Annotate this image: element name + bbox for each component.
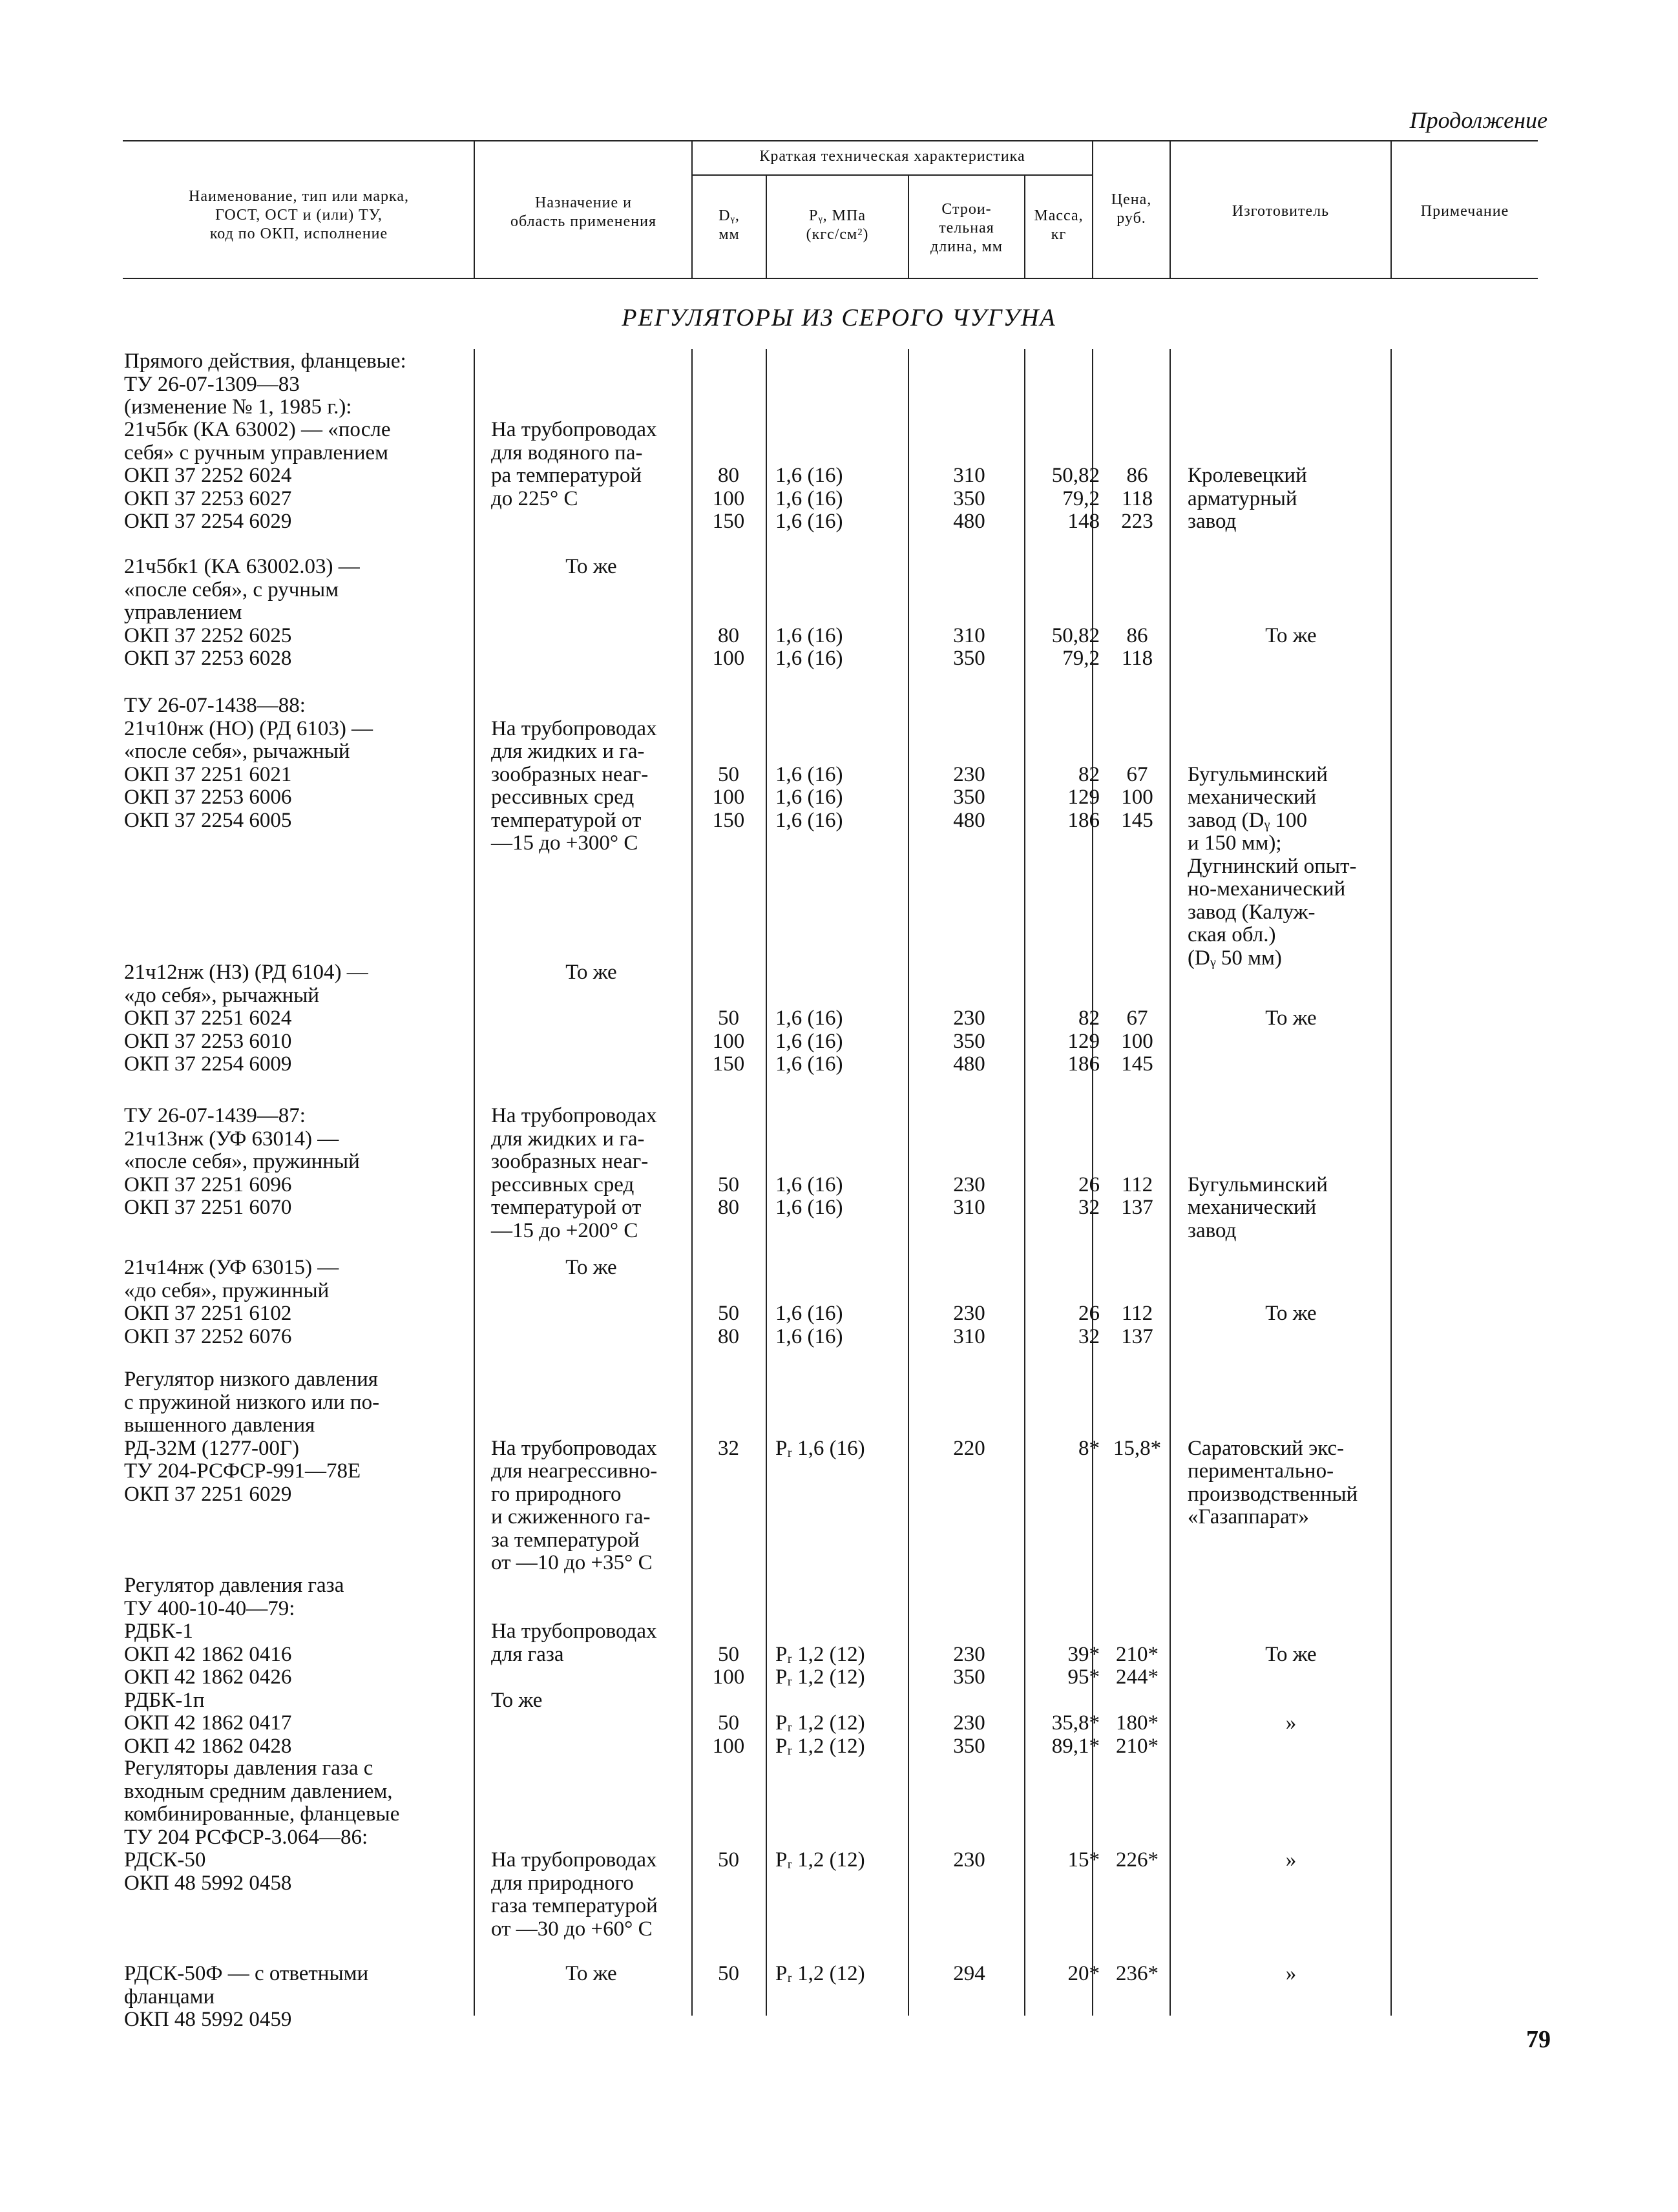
row-price: 67 100 145 bbox=[1121, 762, 1153, 832]
row-name: Регуляторы давления газа с входным средним давлением, комбинированные, фланцевые ТУ 204 РСФСР-3.064—86: РДСК-50 ОКП 48 5992 0458 bbox=[124, 1757, 400, 1895]
row-name: Регулятор давления газа ТУ 400-10-40—79: РДБК-1 ОКП 42 1862 0416 ОКП 42 1862 0426 РДБК-1п ОКП 42 1862 0417 ОКП 42 1862 0428 bbox=[124, 1574, 344, 1758]
header-brief: Краткая техническая характеристика bbox=[759, 148, 1025, 165]
row-purpose: На трубопроводах для жидких и га- зообразных неаг- рессивных сред температурой от —15 до +200° С bbox=[491, 1104, 657, 1242]
row-length: 310 350 480 bbox=[953, 464, 985, 533]
row-maker: То же bbox=[1265, 1302, 1317, 1325]
row-py: 1,6 (16) 1,6 (16) bbox=[775, 623, 843, 670]
row-maker: Саратовский экс- периментально- производственный «Газаппарат» bbox=[1188, 1436, 1358, 1529]
continuation-label: Продолжение bbox=[1409, 107, 1547, 133]
header-top-rule bbox=[123, 140, 1538, 141]
row-py: Pᵣ 1,2 (12) bbox=[775, 1962, 865, 1985]
row-purpose: На трубопроводах для неагрессивно- го природного и сжиженного га- за температурой от —10 до +35° С bbox=[491, 1436, 658, 1574]
header-note: Примечание bbox=[1420, 203, 1509, 220]
row-length: 230 310 bbox=[953, 1302, 985, 1348]
row-price: 226* bbox=[1116, 1848, 1159, 1872]
row-name: ТУ 26-07-1438—88: 21ч10нж (НО) (РД 6103) — «после себя», рычажный ОКП 37 2251 6021 ОКП 37 2253 6006 ОКП 37 2254 6005 bbox=[124, 694, 373, 832]
row-price: 86 118 bbox=[1121, 623, 1153, 670]
row-dy: 80 100 bbox=[712, 623, 745, 670]
body-divider-3 bbox=[766, 349, 767, 2016]
row-price: 236* bbox=[1116, 1962, 1159, 1985]
table-row bbox=[0, 1757, 1678, 1941]
row-dy: 50 80 bbox=[718, 1173, 739, 1219]
row-length: 230 350 480 bbox=[953, 1007, 985, 1076]
header-purpose: Назначение и область применения bbox=[510, 194, 657, 230]
row-mass: 15* bbox=[1067, 1848, 1100, 1872]
row-mass: 8* bbox=[1078, 1436, 1100, 1460]
body-divider-4 bbox=[908, 349, 909, 2016]
row-price: 112 137 bbox=[1121, 1173, 1153, 1219]
row-purpose: То же bbox=[565, 1256, 617, 1279]
row-price: 112 137 bbox=[1121, 1302, 1153, 1348]
row-py: 1,6 (16) 1,6 (16) 1,6 (16) bbox=[775, 464, 843, 533]
row-price: 210* 244* 180* 210* bbox=[1116, 1642, 1159, 1758]
row-maker: » bbox=[1285, 1962, 1297, 1985]
row-mass: 50,82 79,2 148 bbox=[1051, 464, 1100, 533]
body-divider-7 bbox=[1169, 349, 1171, 2016]
table-row bbox=[0, 350, 1678, 419]
row-name: Регулятор низкого давления с пружиной низкого или по- вышенного давления РД-32М (1277-00Г) ТУ 204-РСФСР-991—78Е ОКП 37 2251 6029 bbox=[124, 1368, 380, 1506]
row-name: 21ч14нж (УФ 63015) — «до себя», пружинный ОКП 37 2251 6102 ОКП 37 2252 6076 bbox=[124, 1256, 339, 1348]
row-dy: 32 bbox=[718, 1436, 739, 1460]
row-price: 15,8* bbox=[1113, 1436, 1162, 1460]
row-name: Прямого действия, фланцевые: ТУ 26-07-1309—83 (изменение № 1, 1985 г.): bbox=[124, 350, 406, 419]
row-maker: То же bbox=[1265, 623, 1317, 647]
row-maker: Бугульминский механический завод (Dᵧ 100 и 150 мм); Дугнинский опыт- но-механический завод (Калуж- ская обл.) (Dᵧ 50 мм) bbox=[1188, 762, 1357, 970]
row-price: 86 118 223 bbox=[1121, 464, 1153, 533]
header-length: Строи- тельная длина, мм bbox=[930, 201, 1003, 255]
table-row bbox=[0, 694, 1678, 970]
header-subgroup-rule bbox=[691, 174, 1092, 176]
row-py: Pᵣ 1,6 (16) bbox=[775, 1436, 865, 1460]
row-py: Pᵣ 1,2 (12) Pᵣ 1,2 (12) Pᵣ 1,2 (12) Pᵣ 1,2 (12) bbox=[775, 1642, 865, 1758]
row-length: 230 350 230 350 bbox=[953, 1642, 985, 1758]
table-row bbox=[0, 1574, 1678, 1758]
row-purpose: То же bbox=[565, 961, 617, 984]
row-maker: То же » bbox=[1265, 1642, 1317, 1735]
row-purpose: На трубопроводах для жидких и га- зообразных неаг- рессивных сред температурой от —15 до +300° С bbox=[491, 716, 657, 855]
row-name: РДСК-50Ф — с ответными фланцами ОКП 48 5992 0459 bbox=[124, 1962, 369, 2031]
row-py: 1,6 (16) 1,6 (16) bbox=[775, 1173, 843, 1219]
row-length: 230 350 480 bbox=[953, 762, 985, 832]
row-name: 21ч5бк1 (КА 63002.03) — «после себя», с ручным управлением ОКП 37 2252 6025 ОКП 37 2253 6028 bbox=[124, 555, 360, 670]
row-mass: 50,82 79,2 bbox=[1051, 623, 1100, 670]
row-length: 230 bbox=[953, 1848, 985, 1872]
row-mass: 39* 95* 35,8* 89,1* bbox=[1051, 1642, 1100, 1758]
row-dy: 50 100 50 100 bbox=[712, 1642, 745, 1758]
header-name: Наименование, тип или марка, ГОСТ, ОСТ и (или) ТУ, код по ОКП, исполнение bbox=[189, 188, 409, 242]
row-dy: 50 bbox=[718, 1962, 739, 1985]
table-row bbox=[0, 961, 1678, 1076]
row-name: ТУ 26-07-1439—87: 21ч13нж (УФ 63014) — «после себя», пружинный ОКП 37 2251 6096 ОКП 37 2251 6070 bbox=[124, 1104, 360, 1219]
row-purpose: На трубопроводах для природного газа температурой от —30 до +60° С bbox=[491, 1848, 658, 1941]
row-mass: 26 32 bbox=[1078, 1173, 1100, 1219]
row-mass: 20* bbox=[1067, 1962, 1100, 1985]
row-length: 310 350 bbox=[953, 623, 985, 670]
row-purpose: На трубопроводах для водяного па- ра температурой до 225° С bbox=[491, 418, 657, 510]
header-py: Pᵧ, МПа (кгс/см²) bbox=[806, 207, 869, 243]
section-title: РЕГУЛЯТОРЫ ИЗ СЕРОГО ЧУГУНА bbox=[622, 304, 1056, 331]
row-py: Pᵣ 1,2 (12) bbox=[775, 1848, 865, 1872]
row-maker: » bbox=[1285, 1848, 1297, 1872]
row-length: 230 310 bbox=[953, 1173, 985, 1219]
header-maker: Изготовитель bbox=[1232, 203, 1330, 220]
row-price: 67 100 145 bbox=[1121, 1007, 1153, 1076]
row-name: 21ч5бк (КА 63002) — «после себя» с ручным управлением ОКП 37 2252 6024 ОКП 37 2253 6027 ОКП 37 2254 6029 bbox=[124, 418, 391, 533]
row-py: 1,6 (16) 1,6 (16) bbox=[775, 1302, 843, 1348]
row-maker: Кролевецкий арматурный завод bbox=[1188, 464, 1307, 533]
header-divider-1 bbox=[474, 140, 475, 278]
row-py: 1,6 (16) 1,6 (16) 1,6 (16) bbox=[775, 762, 843, 832]
row-mass: 82 129 186 bbox=[1067, 762, 1100, 832]
row-dy: 50 100 150 bbox=[712, 1007, 745, 1076]
row-dy: 80 100 150 bbox=[712, 464, 745, 533]
body-divider-2 bbox=[691, 349, 693, 2016]
row-length: 294 bbox=[953, 1962, 985, 1985]
header-bottom-rule bbox=[123, 278, 1538, 279]
header-price: Цена, руб. bbox=[1111, 191, 1152, 227]
row-dy: 50 bbox=[718, 1848, 739, 1872]
row-name: 21ч12нж (НЗ) (РД 6104) — «до себя», рычажный ОКП 37 2251 6024 ОКП 37 2253 6010 ОКП 37 2254 6009 bbox=[124, 961, 368, 1076]
header-dy: Dᵧ, мм bbox=[718, 207, 740, 243]
body-divider-5 bbox=[1024, 349, 1025, 2016]
row-mass: 82 129 186 bbox=[1067, 1007, 1100, 1076]
row-mass: 26 32 bbox=[1078, 1302, 1100, 1348]
header-mass: Масса, кг bbox=[1034, 207, 1084, 243]
row-purpose: На трубопроводах для газа То же bbox=[491, 1620, 657, 1712]
row-py: 1,6 (16) 1,6 (16) 1,6 (16) bbox=[775, 1007, 843, 1076]
row-purpose: То же bbox=[565, 1962, 617, 1985]
page-number: 79 bbox=[1526, 2026, 1551, 2053]
row-length: 220 bbox=[953, 1436, 985, 1460]
row-dy: 50 100 150 bbox=[712, 762, 745, 832]
row-maker: То же bbox=[1265, 1007, 1317, 1030]
body-divider-1 bbox=[474, 349, 475, 2016]
table-row bbox=[0, 1368, 1678, 1574]
row-maker: Бугульминский механический завод bbox=[1188, 1173, 1328, 1242]
row-purpose: То же bbox=[565, 555, 617, 578]
row-dy: 50 80 bbox=[718, 1302, 739, 1348]
